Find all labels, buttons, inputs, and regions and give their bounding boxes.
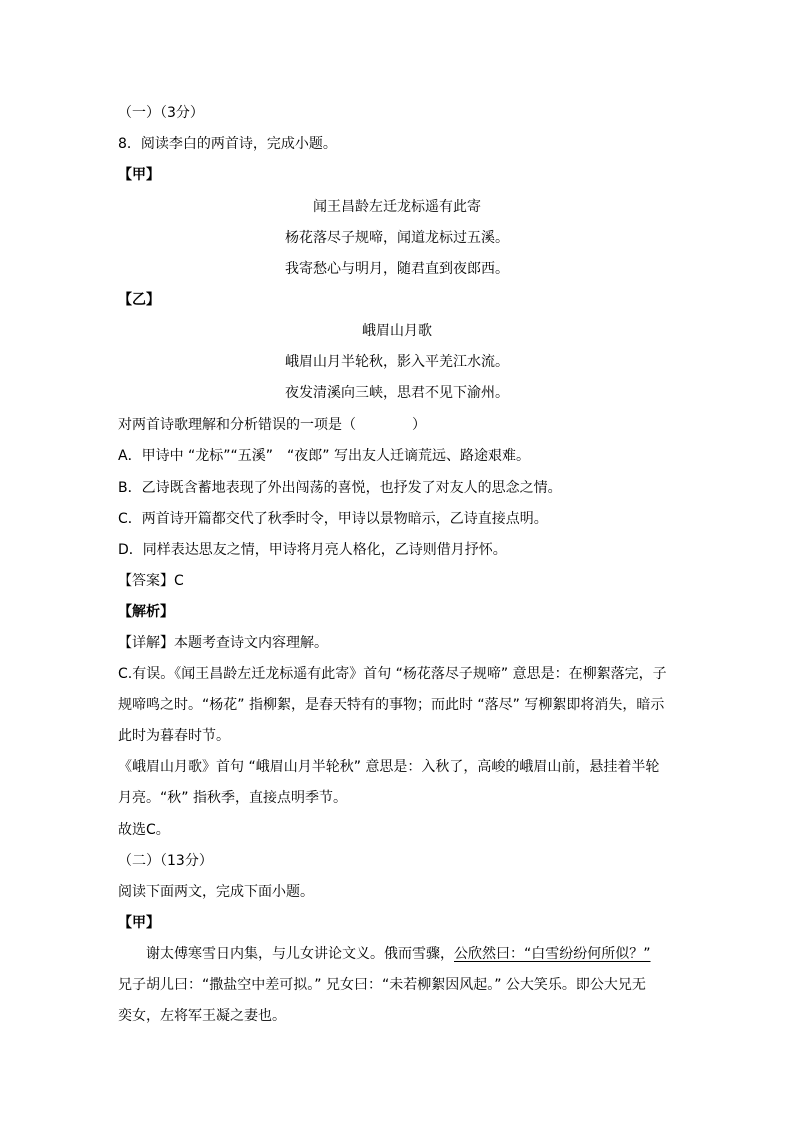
poem-b-tag: 【乙】: [118, 292, 160, 308]
question-8: 8．阅读李白的两首诗，完成小题。: [118, 136, 337, 152]
conclusion-line: 故选C。: [118, 822, 170, 838]
explanation-1-line-1: C.有误。《闻王昌龄左迁龙标遥有此寄》首句 “杨花落尽子规啼” 意思是：在柳絮落完，子: [118, 666, 667, 682]
poem-b-title: 峨眉山月歌: [362, 323, 432, 339]
question-prompt: 对两首诗歌理解和分析错误的一项是（ ）: [118, 417, 426, 433]
passage-line-1-text: 谢太傅寒雪日内集，与儿女讲论文义。俄而雪骤，: [146, 946, 454, 962]
explanation-2-line-2: 月亮。“秋” 指秋季，直接点明季节。: [118, 790, 347, 806]
passage-line-2: 兄子胡儿曰：“撒盐空中差可拟。” 兄女曰：“未若柳絮因风起。” 公大笑乐。即公大兄无: [118, 977, 646, 993]
poem-a-title: 闻王昌龄左迁龙标遥有此寄: [313, 199, 481, 215]
answer-line: 【答案】C: [118, 573, 184, 589]
passage-line-1: [146, 944, 651, 964]
explanation-1-line-3: 此时为暮春时节。: [118, 728, 230, 744]
poem-a-line-1: 杨花落尽子规啼，闻道龙标过五溪。: [285, 230, 509, 246]
section2-question: 阅读下面两文，完成下面小题。: [118, 884, 314, 900]
option-b: B．乙诗既含蓄地表现了外出闯荡的喜悦，也抒发了对友人的思念之情。: [118, 480, 562, 496]
option-a: A．甲诗中 “龙标”“五溪” “夜郎” 写出友人迁谪荒远、路途艰难。: [118, 448, 530, 464]
section1-header: （一）（3分）: [118, 105, 204, 121]
section2-header: （二）（13分）: [118, 853, 213, 869]
option-c: C．两首诗开篇都交代了秋季时令，甲诗以景物暗示，乙诗直接点明。: [118, 511, 548, 527]
poem-a-tag: 【甲】: [118, 167, 160, 183]
explanation-2-line-1: 《峨眉山月歌》首句 “峨眉山月半轮秋” 意思是：入秋了，高峻的峨眉山前，悬挂着半轮: [118, 759, 660, 775]
passage-a-tag: 【甲】: [118, 915, 160, 931]
detail-line: 【详解】本题考查诗文内容理解。: [118, 635, 328, 651]
passage-underlined-quote: 公欣然曰：“白雪纷纷何所似？”: [454, 946, 651, 962]
poem-a-line-2: 我寄愁心与明月，随君直到夜郎西。: [285, 261, 509, 277]
poem-b-line-1: 峨眉山月半轮秋，影入平羌江水流。: [285, 354, 509, 370]
passage-line-3: 奕女，左将军王凝之妻也。: [118, 1008, 286, 1024]
poem-b-line-2: 夜发清溪向三峡，思君不见下渝州。: [285, 385, 509, 401]
explanation-1-line-2: 规啼鸣之时。“杨花” 指柳絮，是春天特有的事物；而此时 “落尽” 写柳絮即将消失，暗示: [118, 697, 665, 713]
analysis-tag: 【解析】: [118, 604, 174, 620]
option-d: D．同样表达思友之情，甲诗将月亮人格化，乙诗则借月抒怀。: [118, 542, 507, 558]
